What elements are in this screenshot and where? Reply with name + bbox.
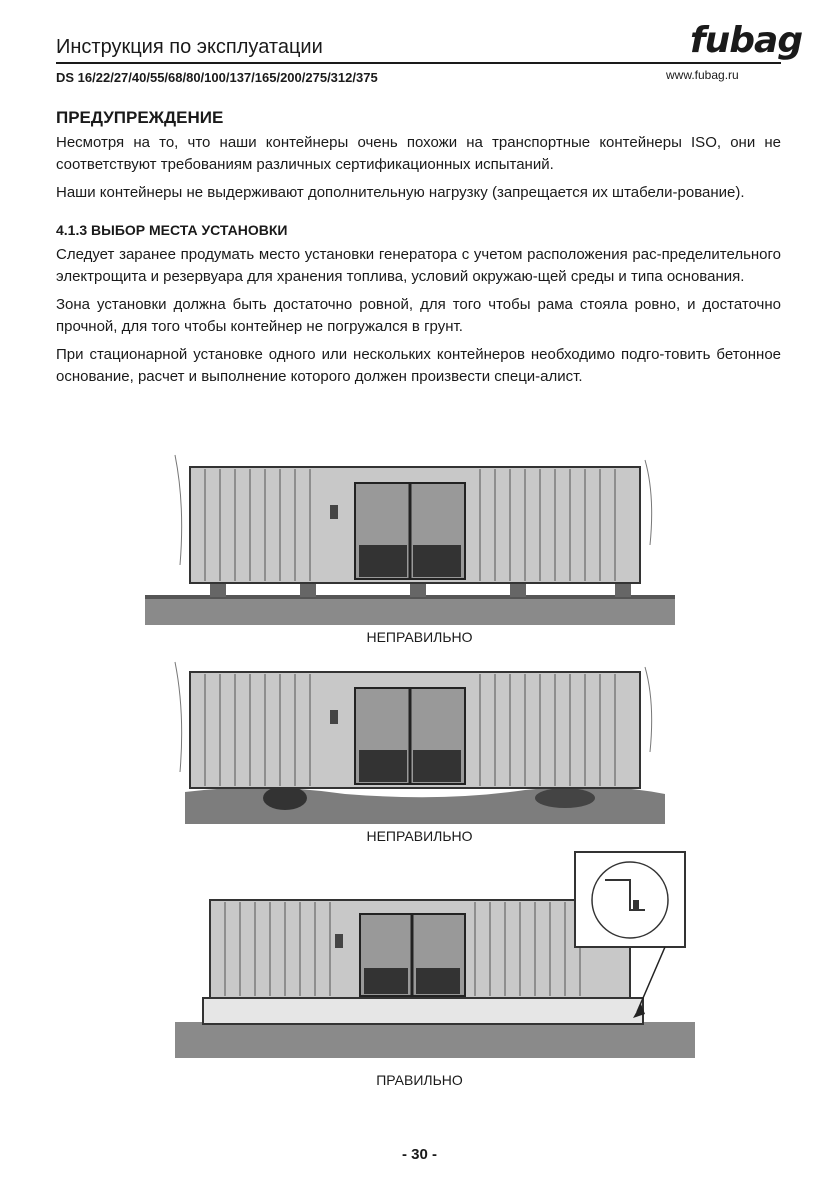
figure-caption-3: ПРАВИЛЬНО	[376, 1072, 463, 1088]
section-paragraph-3: При стационарной установке одного или нескольких контейнеров необходимо подго-товить бетонное основание, расчет и выполнение которого должен произвести специ-алист.	[56, 346, 781, 385]
section-title: 4.1.3 ВЫБОР МЕСТА УСТАНОВКИ	[56, 222, 288, 238]
brand-logo: fubag	[690, 20, 803, 61]
figure-container-on-blocks	[145, 445, 675, 627]
header-rule	[56, 62, 781, 64]
header-models: DS 16/22/27/40/55/68/80/100/137/165/200/275/312/375	[56, 70, 378, 85]
warning-paragraph-2: Наши контейнеры не выдерживают дополнительную нагрузку (запрещается их штабели-рование).	[56, 184, 745, 201]
figure-container-concrete-base	[175, 850, 695, 1060]
header-title: Инструкция по эксплуатации	[56, 36, 323, 58]
section-paragraph-1: Следует заранее продумать место установки генератора с учетом расположения рас-пределительного электрощита и резервуара для хранения топлива, условий окружаю-щей среды и типа основания.	[56, 246, 781, 285]
website: www.fubag.ru	[666, 68, 739, 82]
section-paragraph-2: Зона установки должна быть достаточно ровной, для того чтобы рама стояла ровно, и достаточно прочной, для того чтобы контейнер не погружался в грунт.	[56, 296, 781, 335]
warning-title: ПРЕДУПРЕЖДЕНИЕ	[56, 108, 224, 127]
content	[56, 108, 781, 394]
figure-caption-2: НЕПРАВИЛЬНО	[366, 828, 473, 844]
page-number: - 30 -	[401, 1146, 437, 1163]
figure-caption-1: НЕПРАВИЛЬНО	[366, 629, 473, 645]
figure-container-uneven-ground	[145, 652, 675, 824]
warning-paragraph-1: Несмотря на то, что наши контейнеры очень похожи на транспортные контейнеры ISO, они не соответствуют требованиям различных сертификационных испытаний.	[56, 134, 781, 173]
